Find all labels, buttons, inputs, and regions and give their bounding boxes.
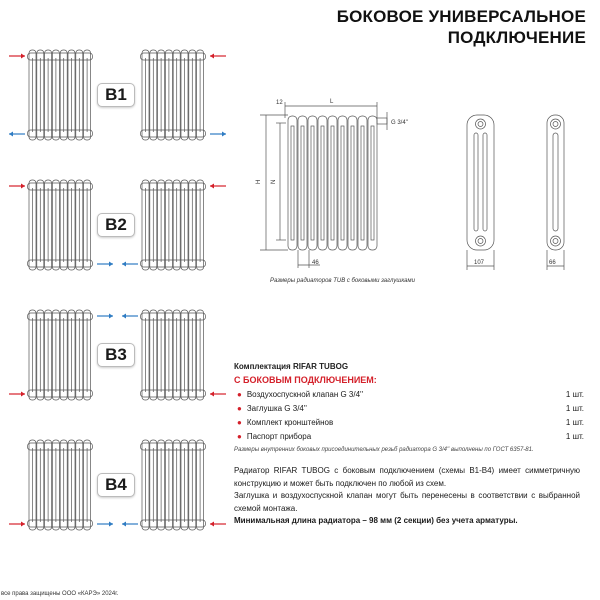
copyright-footer: все права защищены ООО «КАРЭ» 2024г.	[1, 591, 119, 597]
supply-arrow-icon	[210, 184, 226, 189]
supply-arrow-icon	[9, 522, 25, 527]
kit-note: Размеры внутренних боковых присоединительных резьб радиатора G 3/4'' выполнены по ГОСТ 6357-81.	[234, 447, 534, 453]
scheme-label: B2	[97, 213, 135, 237]
dim-section-46: 46	[312, 260, 319, 266]
supply-arrow-icon	[210, 522, 226, 527]
supply-arrow-icon	[210, 54, 226, 59]
return-arrow-icon	[97, 314, 113, 319]
radiator	[28, 310, 93, 400]
kit-item-name: Комплект кронштейнов	[246, 418, 334, 427]
radiator	[28, 440, 93, 530]
return-arrow-icon	[122, 262, 138, 267]
dim-depth-66: 66	[549, 260, 556, 266]
drawing-caption: Размеры радиаторов TUB с боковыми заглушками	[270, 278, 415, 284]
page-title: БОКОВОЕ УНИВЕРСАЛЬНОЕ ПОДКЛЮЧЕНИЕ	[336, 7, 586, 47]
return-arrow-icon	[122, 522, 138, 527]
dim-length: L	[330, 99, 334, 105]
return-arrow-icon	[97, 262, 113, 267]
bullet-icon: ●	[237, 418, 242, 427]
radiator	[141, 180, 206, 270]
bullet-icon: ●	[237, 404, 242, 413]
description	[234, 465, 580, 528]
kit-heading: Комплектация RIFAR TUBOG	[234, 362, 349, 371]
kit-section	[234, 362, 584, 453]
kit-item-qty: 1 шт.	[565, 418, 584, 427]
kit-item-name: Воздухоспускной клапан G 3/4''	[246, 390, 364, 399]
description-p1: Радиатор RIFAR TUBOG с боковым подключением (схемы B1-B4) имеет симметричную конструкцию и может быть подключен по любой из схем.	[234, 466, 580, 488]
scheme-label: B4	[97, 473, 135, 497]
return-arrow-icon	[210, 132, 226, 137]
scheme-label: B1	[97, 83, 135, 107]
kit-item	[234, 390, 584, 399]
dimension-drawing	[240, 90, 600, 280]
kit-item	[234, 432, 584, 441]
kit-item-qty: 1 шт.	[565, 390, 584, 399]
kit-item-qty: 1 шт.	[565, 404, 584, 413]
kit-item-name: Заглушка G 3/4''	[246, 404, 307, 413]
return-arrow-icon	[97, 522, 113, 527]
description-p2: Заглушка и воздухоспускной клапан могут быть перенесены в соответствии с выбранной схемой монтажа.	[234, 491, 580, 513]
radiator	[28, 180, 93, 270]
dim-height: H	[256, 179, 262, 184]
kit-subheading: С БОКОВЫМ ПОДКЛЮЧЕНИЕМ:	[234, 375, 377, 385]
radiator	[28, 50, 93, 140]
description-p3: Минимальная длина радиатора – 98 мм (2 секции) без учета арматуры.	[234, 516, 518, 525]
return-arrow-icon	[9, 132, 25, 137]
dim-depth-107: 107	[474, 260, 485, 266]
kit-item	[234, 418, 584, 427]
dim-12: 12	[276, 100, 283, 106]
scheme-label: B3	[97, 343, 135, 367]
supply-arrow-icon	[9, 184, 25, 189]
return-arrow-icon	[122, 314, 138, 319]
supply-arrow-icon	[210, 392, 226, 397]
dim-thread: G 3/4''	[391, 120, 408, 126]
bullet-icon: ●	[237, 390, 242, 399]
kit-item	[234, 404, 584, 413]
radiator	[141, 440, 206, 530]
radiator	[141, 50, 206, 140]
supply-arrow-icon	[9, 54, 25, 59]
dim-axis-distance: N	[271, 179, 277, 184]
supply-arrow-icon	[9, 392, 25, 397]
kit-item-qty: 1 шт.	[565, 432, 584, 441]
radiator	[141, 310, 206, 400]
bullet-icon: ●	[237, 432, 242, 441]
kit-item-name: Паспорт прибора	[246, 432, 312, 441]
